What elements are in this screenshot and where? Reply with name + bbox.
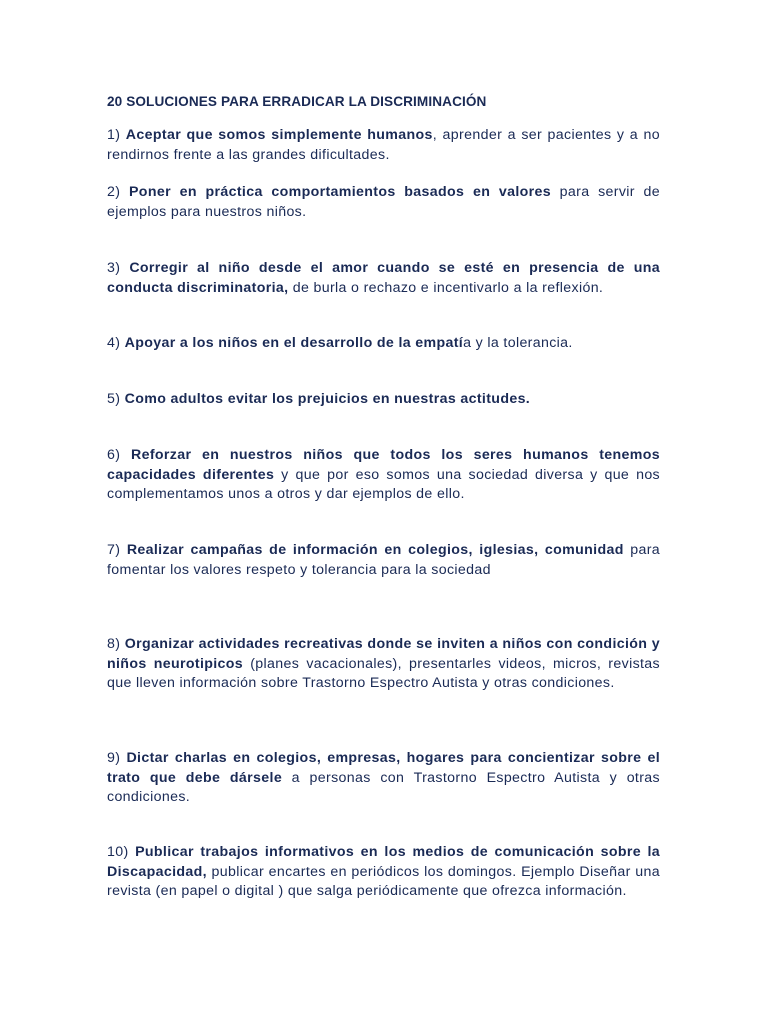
- item-text: de burla o rechazo e incentivarlo a la reflexión.: [288, 279, 604, 296]
- item-text: para servir de ejemplos para nuestros niños.: [107, 184, 660, 220]
- list-item: [107, 541, 660, 580]
- list-item: [107, 446, 660, 505]
- item-bold-text: Poner en práctica comportamientos basados en valores: [128, 184, 551, 200]
- item-bold-text: Dictar charlas en colegios, empresas, hogares para concientizar sobre el trato que debe dársele: [107, 750, 660, 786]
- item-number: 3): [107, 260, 121, 276]
- item-number: 5): [107, 391, 121, 407]
- item-number: 10): [107, 844, 129, 860]
- item-text: (planes vacacionales), presentarles videos, micros, revistas que lleven información sobre Trastorno Espectro Autista y otras condiciones.: [107, 655, 660, 692]
- item-bold-text: Corregir al niño desde el amor cuando se esté en presencia de una conducta discriminatoria,: [107, 260, 660, 296]
- document-title: 20 SOLUCIONES PARA ERRADICAR LA DISCRIMINACIÓN: [107, 94, 487, 109]
- list-item: [107, 843, 660, 902]
- list-item: [107, 259, 660, 298]
- item-number: 8): [107, 636, 121, 652]
- item-number: 9): [107, 750, 121, 766]
- item-text: , aprender a ser pacientes y a no rendirnos frente a las grandes dificultades.: [107, 127, 660, 163]
- item-number: 1): [107, 127, 121, 143]
- item-bold-text: Reforzar en nuestros niños que todos los seres humanos tenemos capacidades diferentes: [107, 447, 661, 483]
- item-bold-text: Como adultos evitar los prejuicios en nuestras actitudes.: [124, 391, 531, 407]
- item-text: a personas con Trastorno Espectro Autista y otras condiciones.: [107, 769, 660, 806]
- item-text: para fomentar los valores respeto y tolerancia para la sociedad: [107, 542, 661, 578]
- list-item: [107, 183, 660, 222]
- list-item: [107, 635, 660, 694]
- list-item: [107, 749, 660, 808]
- item-bold-text: Apoyar a los niños en el desarrollo de la empatí: [124, 335, 464, 351]
- list-item: [107, 390, 660, 410]
- item-text: y que por eso somos una sociedad diversa y que nos complementamos unos a otros y dar ejemplos de ello.: [107, 466, 661, 503]
- item-bold-text: Publicar trabajos informativos en los medios de comunicación sobre la Discapacidad,: [107, 844, 660, 880]
- list-item: [107, 126, 660, 165]
- item-bold-text: Aceptar que somos simplemente humanos: [125, 127, 433, 143]
- list-item: [107, 334, 660, 354]
- item-bold-text: Realizar campañas de información en colegios, iglesias, comunidad: [126, 542, 624, 558]
- item-text: a y la tolerancia.: [463, 335, 573, 351]
- item-bold-text: Organizar actividades recreativas donde se inviten a niños con condición y niños neurotipicos: [107, 636, 660, 672]
- item-number: 2): [107, 184, 121, 200]
- item-number: 4): [107, 335, 121, 351]
- item-number: 6): [107, 447, 121, 463]
- item-number: 7): [107, 542, 121, 558]
- item-text: publicar encartes en periódicos los domingos. Ejemplo Diseñar una revista (en papel o digital ) que salga periódicamente que ofrezca información.: [107, 863, 660, 900]
